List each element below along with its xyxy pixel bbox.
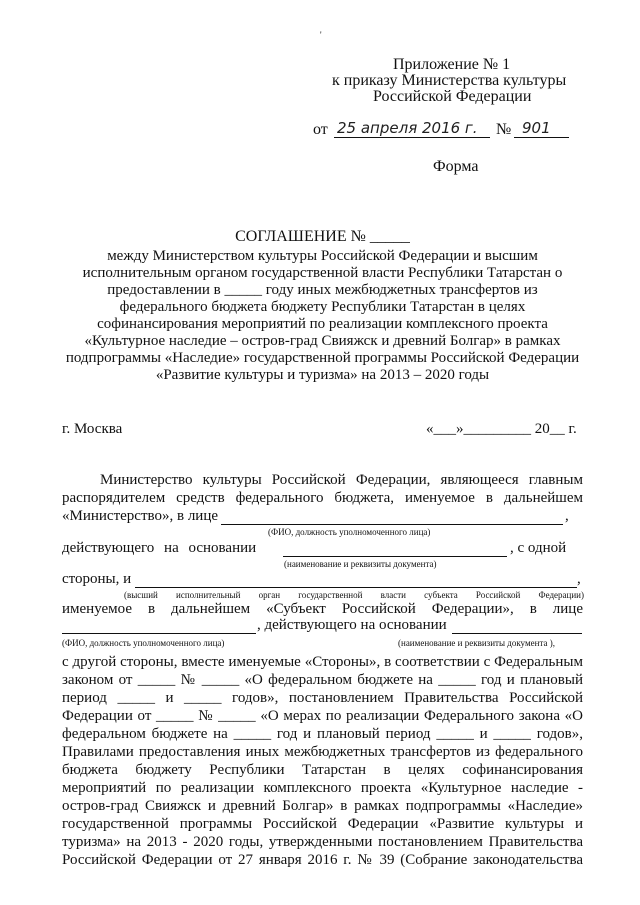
fio-blank-2 (62, 633, 256, 634)
fio-blank-1 (221, 524, 563, 525)
body-line: туризма» на 2013 - 2020 годы, утвержденными постановлением Правительства (62, 834, 583, 850)
body-comma: , (565, 508, 569, 524)
hint-doc-2: (наименование и реквизиты документа ), (398, 638, 555, 648)
appendix-date-handwritten: 25 апреля 2016 г. (337, 119, 478, 137)
body-line-end: , с одной (510, 540, 567, 556)
body-line: стороны, и (62, 571, 132, 587)
title-line: софинансирования мероприятий по реализации комплексного проекта (97, 316, 548, 332)
organ-blank (135, 587, 577, 588)
body-comma: , (577, 571, 581, 587)
title-line: между Министерством культуры Российской Федерации и высшим (107, 248, 538, 264)
body-line: действующего на основании (62, 540, 257, 556)
body-line: остров-град Свияжск и древний Болгар» в рамках подпрограммы «Наследие» (62, 798, 583, 814)
title-line: исполнительным органом государственной власти Республики Татарстан о (82, 265, 563, 281)
body-line: Российской Федерации от 27 января 2016 г. № 39 (Собрание законодательства (62, 852, 583, 868)
date-underline (334, 137, 490, 138)
number-underline (514, 137, 569, 138)
agreement-heading: СОГЛАШЕНИЕ № _____ (235, 228, 410, 245)
body-line: именуемое в дальнейшем «Субъект Российской Федерации», в лице (62, 601, 583, 617)
title-line: подпрограммы «Наследие» государственной программы Российской Федерации (65, 350, 580, 366)
doc-blank-2 (452, 633, 582, 634)
hint-doc-1: (наименование и реквизиты документа) (284, 559, 437, 569)
doc-blank-1 (283, 556, 507, 557)
appendix-order-ref: к приказу Министерства культуры (332, 72, 567, 89)
body-line: законом от _____ № _____ «О федеральном бюджете на _____ год и плановый (62, 672, 583, 688)
body-line: бюджета бюджету Республики Татарстан в целях софинансирования (62, 762, 583, 778)
corner-mark: ' (320, 30, 322, 40)
body-line: государственной программы Российской Федерации «Развитие культуры и (62, 816, 583, 832)
body-line: Федерации от _____ № _____ «О мерах по реализации Федерального закона «О (62, 708, 583, 724)
title-line: «Развитие культуры и туризма» на 2013 – 2020 годы (155, 367, 490, 383)
title-line: «Культурное наследие – остров-град Свияжск и древний Болгар» в рамках (84, 333, 561, 349)
appendix-number-handwritten: 901 (522, 119, 551, 137)
body-line: федеральном бюджете на _____ год и плановый период _____ и _____ годов», (62, 726, 583, 742)
appendix-number-label: № (496, 121, 512, 138)
body-line: Правилами предоставления иных межбюджетных трансфертов из федерального (62, 744, 583, 760)
title-line: предоставлении в _____ году иных межбюджетных трансфертов из (107, 282, 538, 298)
title-line: федерального бюджета бюджету Республики Татарстан в целях (119, 299, 526, 315)
body-line: период _____ и _____ годов», постановлением Правительства Российской (62, 690, 583, 706)
body-line: «Министерство», в лице (62, 508, 219, 524)
body-line: с другой стороны, вместе именуемые «Стороны», в соответствии с Федеральным (62, 654, 583, 670)
place: г. Москва (62, 421, 123, 437)
hint-fio-1: (ФИО, должность уполномоченного лица) (268, 527, 431, 537)
appendix-ministry: Российской Федерации (373, 88, 532, 105)
body-line: , действующего на основании (257, 617, 447, 633)
date-template: «___»_________ 20__ г. (426, 421, 577, 437)
appendix-title: Приложение № 1 (393, 56, 511, 73)
body-line: распорядителем средств федерального бюджета, именуемое в дальнейшем (62, 490, 583, 506)
appendix-from-label: от (313, 121, 328, 138)
form-label: Форма (433, 158, 479, 175)
body-line: мероприятий по реализации комплексного проекта «Культурное наследие - (62, 780, 583, 796)
body-line: Министерство культуры Российской Федерации, являющееся главным (100, 472, 583, 488)
hint-fio-2: (ФИО, должность уполномоченного лица) (62, 638, 225, 648)
hint-organ: (высший исполнительный орган государственной власти субъекта Российской Федерации) (124, 590, 584, 600)
